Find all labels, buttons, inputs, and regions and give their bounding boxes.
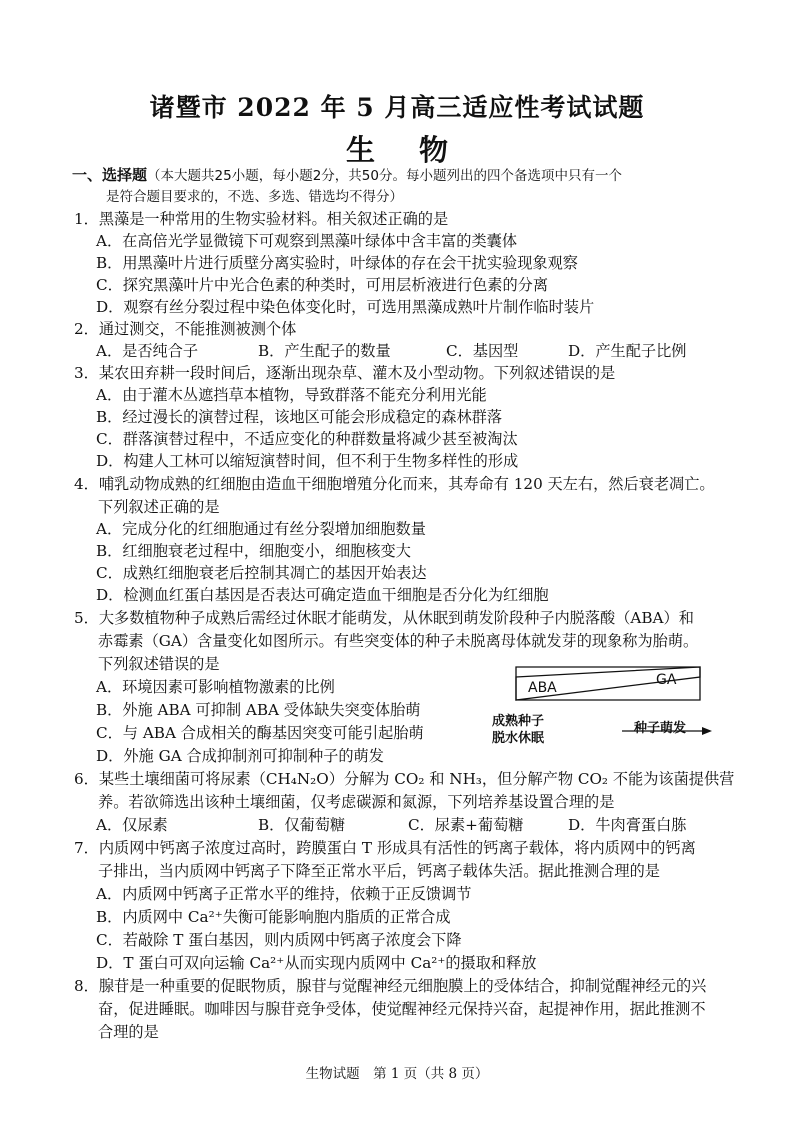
arrow-head-icon — [702, 727, 712, 735]
diagram-label-aba: ABA — [528, 680, 557, 696]
section-heading — [72, 164, 622, 187]
diagram-label-ga: GA — [656, 672, 677, 688]
question-8-stem-line2: 奋，促进睡眠。咖啡因与腺苷竞争受体，使觉醒神经元保持兴奋，起提神作用，据此推测不 — [98, 1000, 706, 1018]
question-8-stem-line1: 8．腺苷是一种重要的促眠物质，腺苷与觉醒神经元细胞膜上的受体结合，抑制觉醒神经元的兴 — [74, 977, 707, 995]
question-6-option-c: C．尿素+葡萄糖 — [408, 816, 524, 834]
question-2-option-a: A．是否纯合子 — [96, 342, 199, 360]
diagram-label-dormant-line1: 成熟种子 — [492, 714, 545, 729]
question-6-stem-line2: 养。若欲筛选出该种土壤细菌，仅考虑碳源和氮源，下列培养基设置合理的是 — [98, 793, 615, 811]
question-4-option-d: D．检测血红蛋白基因是否表达可确定造血干细胞是否分化为红细胞 — [96, 586, 549, 604]
subject-title: 生物 — [345, 133, 492, 167]
question-1-option-a: A．在高倍光学显微镜下可观察到黑藻叶绿体中含丰富的类囊体 — [96, 232, 518, 250]
question-5-stem-line2: 赤霉素（GA）含量变化如图所示。有些突变体的种子未脱离母体就发芽的现象称为胎萌。 — [98, 632, 699, 650]
question-6-option-b: B．仅葡萄糖 — [258, 816, 346, 834]
question-4-option-c: C．成熟红细胞衰老后控制其凋亡的基因开始表达 — [96, 564, 427, 582]
question-3-option-a: A．由于灌木丛遮挡草本植物，导致群落不能充分利用光能 — [96, 386, 487, 404]
question-5-option-d: D．外施 GA 合成抑制剂可抑制种子的萌发 — [96, 747, 384, 765]
question-3-option-c: C．群落演替过程中，不适应变化的种群数量将减少甚至被淘汰 — [96, 430, 518, 448]
section-note-cont: 是符合题目要求的，不选、多选、错选均不得分） — [106, 189, 403, 205]
question-7-option-b: B．内质网中 Ca²⁺失衡可能影响胞内脂质的正常合成 — [96, 908, 451, 926]
question-2-stem: 2．通过测交，不能推测被测个体 — [74, 320, 297, 338]
question-4-stem-line2: 下列叙述正确的是 — [98, 498, 220, 516]
question-5-stem-line1: 5．大多数植物种子成熟后需经过休眠才能萌发，从休眠到萌发阶段种子内脱落酸（ABA）和 — [74, 609, 694, 627]
question-2-option-c: C．基因型 — [446, 342, 519, 360]
question-7-option-c: C．若敲除 T 蛋白基因，则内质网中钙离子浓度会下降 — [96, 931, 462, 949]
section-label: 一、选择题 — [72, 166, 148, 184]
question-7-option-a: A．内质网中钙离子正常水平的维持，依赖于正反馈调节 — [96, 885, 472, 903]
question-6-stem-line1: 6．某些土壤细菌可将尿素（CH₄N₂O）分解为 CO₂ 和 NH₃，但分解产物 CO₂ 不能为该菌提供营 — [74, 770, 735, 788]
question-7-stem-line2: 子排出，当内质网中钙离子下降至正常水平后，钙离子载体失活。据此推测合理的是 — [98, 862, 660, 880]
question-6-option-a: A．仅尿素 — [96, 816, 168, 834]
exam-title: 诸暨市 2022 年 5 月高三适应性考试试题 — [149, 93, 645, 122]
question-5-stem-line3: 下列叙述错误的是 — [98, 655, 220, 673]
question-2-option-b: B．产生配子的数量 — [258, 342, 391, 360]
question-4-stem-line1: 4．哺乳动物成熟的红细胞由造血干细胞增殖分化而来，其寿命有 120 天左右，然后衰老凋亡。 — [74, 475, 715, 493]
question-5-option-b: B．外施 ABA 可抑制 ABA 受体缺失突变体胎萌 — [96, 701, 421, 719]
diagram-label-germination: 种子萌发 — [634, 721, 687, 736]
question-3-stem: 3．某农田弃耕一段时间后，逐渐出现杂草、灌木及小型动物。下列叙述错误的是 — [74, 364, 616, 382]
question-7-stem-line1: 7．内质网中钙离子浓度过高时，跨膜蛋白 T 形成具有活性的钙离子载体，将内质网中的钙离 — [74, 839, 696, 857]
question-3-option-b: B．经过漫长的演替过程，该地区可能会形成稳定的森林群落 — [96, 408, 503, 426]
section-note: （本大题共25小题，每小题2分，共50分。每小题列出的四个备选项中只有一个 — [147, 168, 622, 184]
question-4-option-b: B．红细胞衰老过程中，细胞变小，细胞核变大 — [96, 542, 411, 560]
question-5-option-c: C．与 ABA 合成相关的酶基因突变可能引起胎萌 — [96, 724, 424, 742]
question-1-option-b: B．用黑藻叶片进行质壁分离实验时，叶绿体的存在会干扰实验现象观察 — [96, 254, 578, 272]
question-3-option-d: D．构建人工林可以缩短演替时间，但不利于生物多样性的形成 — [96, 452, 519, 470]
question-4-option-a: A．完成分化的红细胞通过有丝分裂增加细胞数量 — [96, 520, 426, 538]
question-1-stem: 1．黑藻是一种常用的生物实验材料。相关叙述正确的是 — [74, 210, 449, 228]
question-5-option-a: A．环境因素可影响植物激素的比例 — [96, 678, 335, 696]
hormone-diagram — [484, 658, 714, 748]
question-2-option-d: D．产生配子比例 — [568, 342, 687, 360]
question-1-option-d: D．观察有丝分裂过程中染色体变化时，可选用黑藻成熟叶片制作临时装片 — [96, 298, 595, 316]
page-footer: 生物试题 第 1 页（共 8 页） — [305, 1066, 489, 1082]
question-6-option-d: D．牛肉膏蛋白胨 — [568, 816, 687, 834]
diagram-label-dormant-line2: 脱水休眠 — [492, 731, 545, 746]
question-7-option-d: D．T 蛋白可双向运输 Ca²⁺从而实现内质网中 Ca²⁺的摄取和释放 — [96, 954, 537, 972]
question-8-stem-line3: 合理的是 — [98, 1023, 159, 1041]
question-1-option-c: C．探究黑藻叶片中光合色素的种类时，可用层析液进行色素的分离 — [96, 276, 549, 294]
